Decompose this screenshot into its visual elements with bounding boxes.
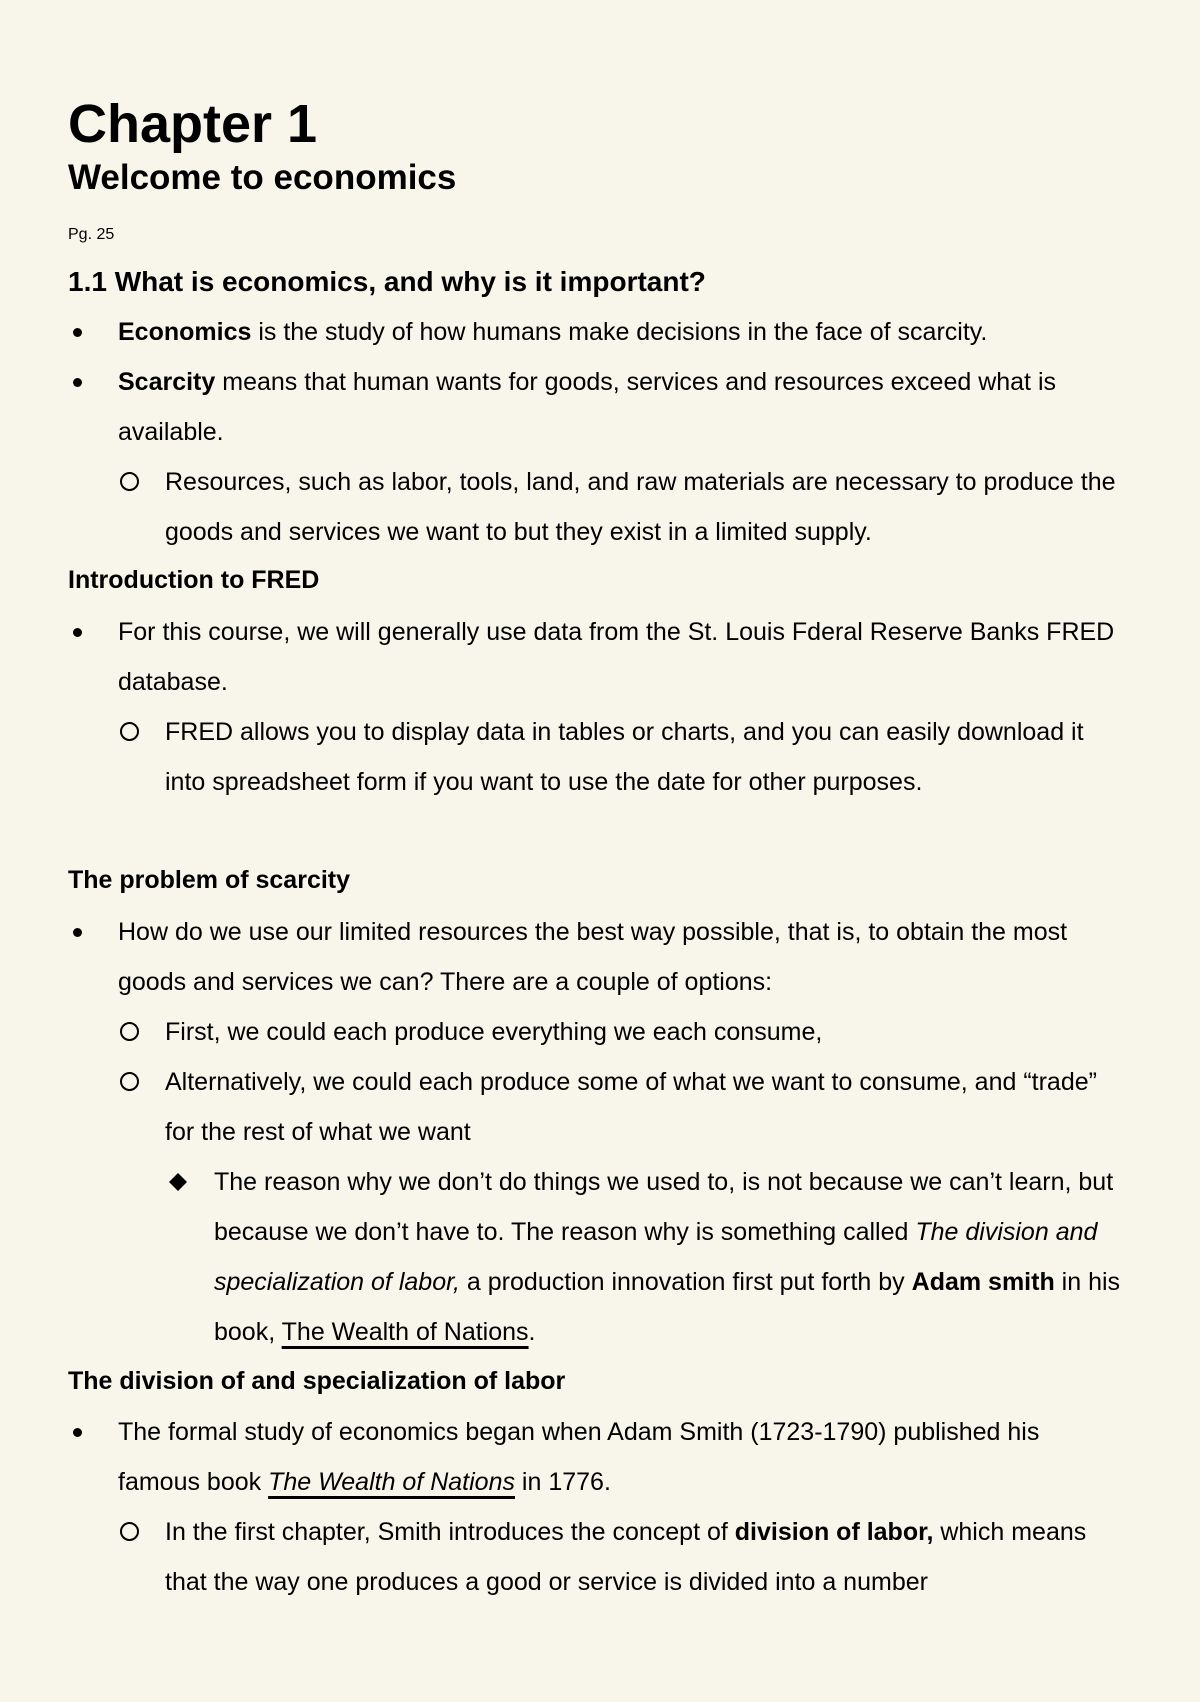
bullet-circle-icon: [120, 1522, 139, 1541]
bullet-dot-icon: [73, 378, 82, 387]
list-item: [118, 357, 1128, 457]
list-item: [165, 1057, 1130, 1157]
bullet-diamond-icon: [169, 1173, 187, 1191]
list-item-text: which means that the way one produces a good or service is divided into a number: [165, 1518, 1087, 1596]
list-item-text: In the first chapter, Smith introduces the concept of: [165, 1518, 735, 1546]
bullet-dot-icon: [73, 628, 82, 637]
section-heading-1-1: 1.1 What is economics, and why is it important?: [68, 266, 706, 297]
list-item-text: means that human wants for goods, services and resources exceed what is available.: [118, 368, 1057, 446]
list-item-text: Resources, such as labor, tools, land, and raw materials are necessary to produce the goods and services we want to but they exist in a limited supply.: [165, 468, 1116, 546]
list-item: [165, 1007, 1130, 1057]
list-item: [118, 907, 1128, 1007]
bullet-dot-icon: [73, 928, 82, 937]
list-item-text: First, we could each produce everything we each consume,: [165, 1018, 823, 1046]
list-item: [165, 457, 1130, 557]
heading-division-of-labor: The division of and specialization of labor: [68, 1367, 566, 1395]
bullet-circle-icon: [120, 1072, 139, 1091]
bullet-circle-icon: [120, 1022, 139, 1041]
list-item-text: in his book,: [214, 1268, 1121, 1346]
list-item-text: For this course, we will generally use data from the St. Louis Fderal Reserve Banks FRED database.: [118, 618, 1115, 696]
chapter-subtitle: Welcome to economics: [68, 158, 457, 197]
heading-intro-fred: Introduction to FRED: [68, 566, 320, 594]
list-item-text: .: [528, 1318, 536, 1346]
list-item-text: in 1776.: [514, 1468, 611, 1496]
heading-problem-of-scarcity: The problem of scarcity: [68, 866, 351, 894]
book-title: The Wealth of Nations: [281, 1318, 529, 1346]
list-item-text: FRED allows you to display data in tables or charts, and you can easily download it into spreadsheet form if you want to use the date for other purposes.: [165, 718, 1084, 796]
bullet-dot-icon: [73, 328, 82, 337]
page-reference: Pg. 25: [68, 226, 115, 243]
term-scarcity: Scarcity: [118, 368, 216, 396]
term-adam-smith: Adam smith: [911, 1268, 1055, 1296]
bullet-dot-icon: [73, 1428, 82, 1437]
list-item-text: The formal study of economics began when Adam Smith (1723-1790) published his famous book: [118, 1418, 1040, 1496]
bullet-circle-icon: [120, 722, 139, 741]
list-item-text: How do we use our limited resources the best way possible, that is, to obtain the most goods and services we can? There are a couple of options:: [118, 918, 1068, 996]
list-item: [165, 1507, 1130, 1607]
bullet-circle-icon: [120, 472, 139, 491]
list-item: [118, 307, 1128, 357]
list-item: [118, 607, 1128, 707]
list-item: [165, 707, 1130, 807]
list-item: [118, 1407, 1128, 1507]
list-item-text: The reason why we don’t do things we used to, is not because we can’t learn, but because we don’t have to. The reason why is something called: [214, 1168, 1114, 1246]
term-division-specialization: The division and specialization of labor,: [214, 1218, 1098, 1296]
term-economics: Economics: [118, 318, 252, 346]
list-item-text: a production innovation first put forth by: [459, 1268, 912, 1296]
book-title: The Wealth of Nations: [268, 1468, 515, 1496]
list-item-text: Alternatively, we could each produce some of what we want to consume, and “trade” for the rest of what we want: [165, 1068, 1097, 1146]
chapter-title: Chapter 1: [68, 94, 318, 154]
list-item-text: is the study of how humans make decisions in the face of scarcity.: [251, 318, 988, 346]
list-item: [214, 1157, 1134, 1357]
term-division-of-labor: division of labor,: [734, 1518, 934, 1546]
